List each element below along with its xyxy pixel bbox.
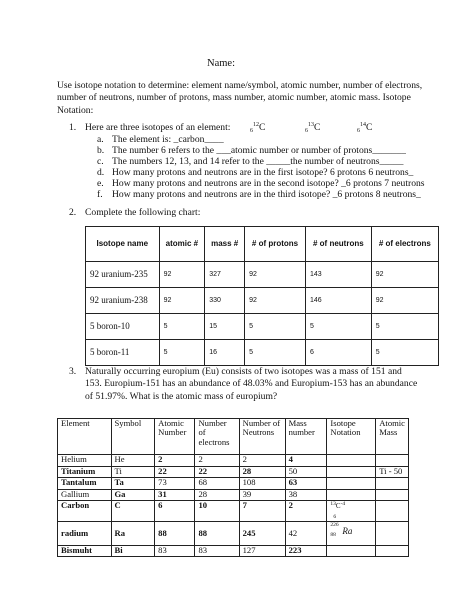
column-header: Atomic Mass [376,419,409,455]
table-cell: 92 uranium-235 [86,262,160,288]
table-cell [376,455,409,467]
column-header: Mass number [285,419,327,455]
table-cell: 2 [155,455,195,467]
isotope-notation-1: $_6^{12}$C [250,122,266,134]
q1-item-c-letter: c. [97,156,104,167]
table-cell: 92 [245,288,306,314]
table-cell: 42 [285,522,327,545]
question-1-number: 1. [69,122,77,133]
table-cell: 38 [285,489,327,501]
q1-item-d-letter: d. [97,167,105,178]
table-cell: 28 [239,466,285,478]
question-2-text: Complete the following chart: [85,207,201,218]
isotope-notation-2: $_6^{13}$C [305,122,321,134]
q1-item-e-text: How many protons and neutrons are in the second isotope? _6 protons 7 neutrons [112,178,425,189]
table-cell [376,478,409,490]
table-cell: 223 [285,545,327,557]
table-row [86,314,439,340]
table-cell: 2 [239,455,285,467]
radium-isotope-notation [327,522,376,545]
table-row [58,501,409,522]
table-row [58,545,409,557]
element-table [57,418,409,557]
q1-item-e-letter: e. [97,178,104,189]
table-cell: 245 [239,522,285,545]
carbon-isotope-notation [327,501,376,522]
table-cell: 4 [285,455,327,467]
table-cell: 92 [371,288,438,314]
table-cell: 108 [239,478,285,490]
table-cell: 5 [245,314,306,340]
question-3-text: Naturally occurring europium (Eu) consists of two isotopes was a mass of 151 and 153. Europium-151 has an abundance of 48.03% and Europium-153 has an abundance of 51.97%. What is the atomic mass of europium? [85,366,418,402]
table-cell: Bi [111,545,155,557]
table-cell: Ti [111,466,155,478]
table-row [58,478,409,490]
table-cell: 92 [159,288,205,314]
q1-item-c-text: The numbers 12, 13, and 14 refer to the _____the number of neutrons_____ [112,156,404,167]
q1-item-a-text: The element is: _carbon____ [112,134,224,145]
table-cell: 5 [371,340,438,366]
table-cell [376,501,409,522]
table-cell: 22 [195,466,239,478]
table-cell [327,545,376,557]
table-cell: 92 [159,262,205,288]
table-row [58,455,409,467]
table-row [86,288,439,314]
column-header: Symbol [111,419,155,455]
column-header: Atomic Number [155,419,195,455]
table-cell: Gallium [58,489,112,501]
table-cell: Carbon [58,501,112,522]
table-cell: Ta [111,478,155,490]
table-row [58,489,409,501]
table-cell: radium [58,522,112,545]
table-cell [327,478,376,490]
table-cell: 6 [155,501,195,522]
table-cell: 83 [195,545,239,557]
table-cell: 330 [205,288,245,314]
carbon-notation-charge: -4 [340,501,346,508]
column-header: Number of electrons [195,419,239,455]
table-cell: 73 [155,478,195,490]
column-header: # of protons [245,227,306,262]
element-table-header-row [58,419,409,455]
carbon-notation-symbol: C [335,502,341,511]
table-row [58,466,409,478]
table-cell: 10 [195,501,239,522]
table-cell: Ti - 50 [376,466,409,478]
table-cell: 16 [205,340,245,366]
intro-instructions: Use isotope notation to determine: element name/symbol, atomic number, number of electrons, number of neutrons, number of protons, mass number, atomic number, atomic mass. Isotope Notation: [57,80,423,116]
table-cell: 327 [205,262,245,288]
isotope-chart-header-row [86,227,439,262]
table-cell: 5 [159,314,205,340]
table-cell: 5 [159,340,205,366]
table-cell: Titanium [58,466,112,478]
question-2-number: 2. [69,207,77,218]
table-cell: 5 [371,314,438,340]
column-header: atomic # [159,227,205,262]
table-cell: 5 [305,314,371,340]
table-cell: 22 [155,466,195,478]
table-cell: 127 [239,545,285,557]
question-3-number: 3. [69,366,77,377]
q1-item-a-letter: a. [97,134,104,145]
column-header: Isotope name [86,227,160,262]
table-cell [376,522,409,545]
table-cell: 5 boron-10 [86,314,160,340]
table-cell: 143 [305,262,371,288]
column-header: Isotope Notation [327,419,376,455]
table-cell: 63 [285,478,327,490]
isotope-notation-3: $_6^{14}$C [357,122,373,134]
column-header: # of electrons [371,227,438,262]
q1-item-f-letter: f. [97,189,103,200]
table-row [58,522,409,545]
table-cell: C [111,501,155,522]
table-cell [327,489,376,501]
table-cell: 31 [155,489,195,501]
question-1-stem: Here are three isotopes of an element: [85,122,231,133]
table-cell [376,489,409,501]
carbon-notation-mass: 13 [330,501,336,508]
table-cell: 68 [195,478,239,490]
table-cell: 2 [285,501,327,522]
q1-item-b-letter: b. [97,145,105,156]
column-header: Number of Neutrons [239,419,285,455]
table-cell: 88 [155,522,195,545]
table-cell: Helium [58,455,112,467]
table-cell: 92 [371,262,438,288]
table-cell: Ga [111,489,155,501]
table-row [86,340,439,366]
table-cell: 39 [239,489,285,501]
radium-notation-mass: 226 [330,522,339,529]
table-cell: 146 [305,288,371,314]
table-cell [376,545,409,557]
table-cell: Bismuht [58,545,112,557]
table-cell: 92 [245,262,306,288]
table-row [86,262,439,288]
table-cell: Ra [111,522,155,545]
table-cell [327,455,376,467]
radium-notation-atomic: 88 [330,532,336,539]
isotope-chart-table [85,226,439,366]
column-header: Element [58,419,112,455]
q1-item-d-text: How many protons and neutrons are in the first isotope? 6 protons 6 neutrons_ [112,167,414,178]
q1-item-b-text: The number 6 refers to the ___atomic number or number of protons_______ [112,145,406,156]
table-cell: Tantalum [58,478,112,490]
table-cell: 50 [285,466,327,478]
radium-notation-symbol: Ra [342,526,353,537]
q1-item-f-text: How many protons and neutrons are in the third isotope? _6 protons 8 neutrons_ [112,189,421,200]
column-header: # of neutrons [305,227,371,262]
name-label: Name: [207,58,235,69]
column-header: mass # [205,227,245,262]
table-cell: He [111,455,155,467]
table-cell: 5 [245,340,306,366]
table-cell: 5 boron-11 [86,340,160,366]
table-cell: 92 uranium-238 [86,288,160,314]
table-cell: 7 [239,501,285,522]
table-cell: 28 [195,489,239,501]
table-cell [327,466,376,478]
table-cell: 83 [155,545,195,557]
table-cell: 15 [205,314,245,340]
table-cell: 6 [305,340,371,366]
table-cell: 2 [195,455,239,467]
table-cell: 88 [195,522,239,545]
carbon-notation-atomic: 6 [333,514,337,521]
